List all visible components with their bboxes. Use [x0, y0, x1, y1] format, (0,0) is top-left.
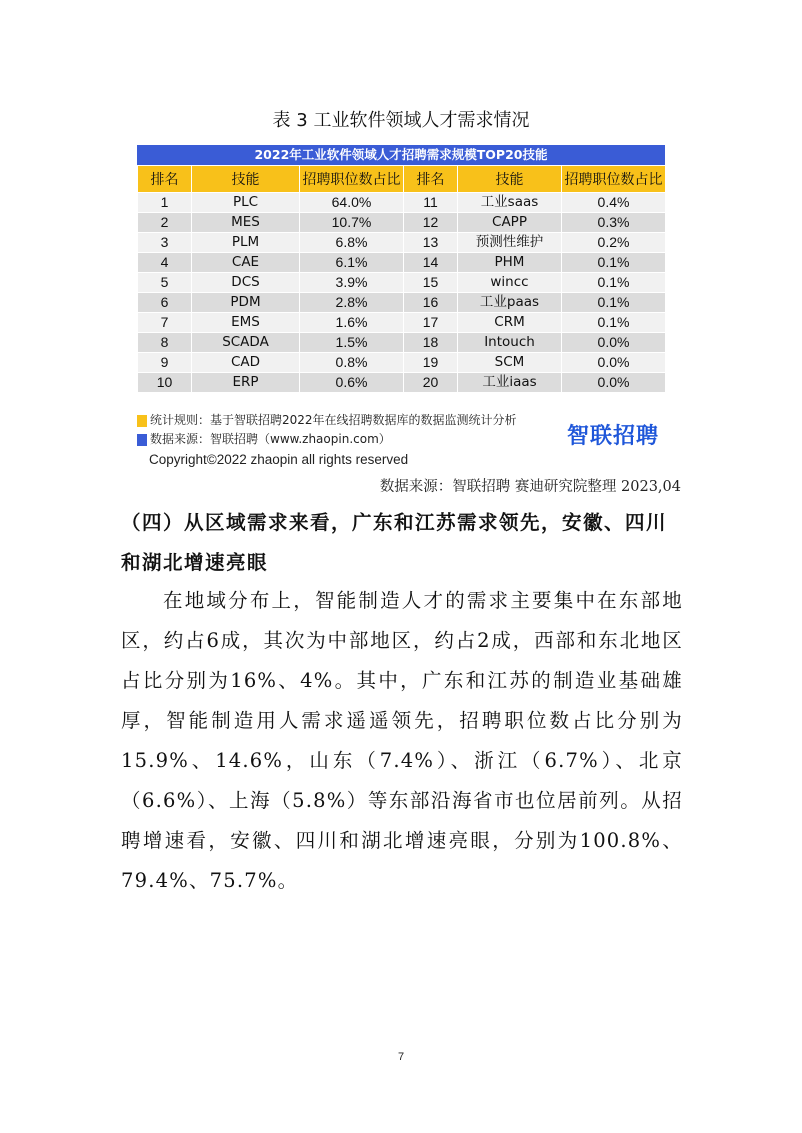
cell-skill: CAPP: [458, 213, 562, 233]
body-paragraph: 在地域分布上，智能制造人才的需求主要集中在东部地区，约占6成，其次为中部地区，约占2成，西部和东北地区占比分别为16%、4%。其中，广东和江苏的制造业基础雄厚，智能制造用人需求遥遥领先，招聘职位数占比分别为15.9%、14.6%，山东（7.4%）、浙江（6.7%）、北京（6.6%）、上海（5.8%）等东部沿海省市也位居前列。从招聘增速看，安徽、四川和湖北增速亮眼，分别为100.8%、79.4%、75.7%。: [121, 589, 683, 892]
cell-rank: 6: [138, 293, 192, 313]
cell-rank: 1: [138, 193, 192, 213]
cell-skill: PDM: [192, 293, 300, 313]
cell-rank: 14: [404, 253, 458, 273]
cell-share: 0.6%: [300, 373, 404, 393]
cell-skill: SCADA: [192, 333, 300, 353]
cell-share: 0.0%: [562, 373, 666, 393]
cell-share: 0.1%: [562, 293, 666, 313]
cell-rank: 19: [404, 353, 458, 373]
cell-skill: PHM: [458, 253, 562, 273]
header-rank: 排名: [138, 166, 192, 193]
cell-rank: 4: [138, 253, 192, 273]
cell-rank: 8: [138, 333, 192, 353]
table-row: [138, 313, 666, 333]
cell-rank: 2: [138, 213, 192, 233]
table-row: [138, 193, 666, 213]
cell-skill: MES: [192, 213, 300, 233]
cell-share: 3.9%: [300, 273, 404, 293]
cell-skill: DCS: [192, 273, 300, 293]
page-number: 7: [397, 1051, 405, 1063]
cell-skill: PLM: [192, 233, 300, 253]
skills-table: [137, 165, 666, 393]
legend-source-text: 数据来源：智联招聘（www.zhaopin.com）: [150, 432, 391, 446]
cell-rank: 20: [404, 373, 458, 393]
cell-share: 1.6%: [300, 313, 404, 333]
table-body: [138, 193, 666, 393]
cell-skill: 工业iaas: [458, 373, 562, 393]
cell-skill: PLC: [192, 193, 300, 213]
table-row: [138, 293, 666, 313]
cell-rank: 13: [404, 233, 458, 253]
cell-rank: 9: [138, 353, 192, 373]
cell-rank: 7: [138, 313, 192, 333]
cell-share: 0.0%: [562, 333, 666, 353]
header-rank: 排名: [404, 166, 458, 193]
cell-skill: CAD: [192, 353, 300, 373]
cell-share: 0.0%: [562, 353, 666, 373]
cell-share: 0.8%: [300, 353, 404, 373]
cell-share: 0.4%: [562, 193, 666, 213]
copyright: Copyright©2022 zhaopin all rights reserved: [149, 452, 409, 467]
table-header-row: [138, 166, 666, 193]
cell-share: 6.8%: [300, 233, 404, 253]
cell-skill: 工业paas: [458, 293, 562, 313]
cell-skill: ERP: [192, 373, 300, 393]
cell-share: 0.1%: [562, 273, 666, 293]
cell-skill: wincc: [458, 273, 562, 293]
cell-rank: 18: [404, 333, 458, 353]
cell-share: 6.1%: [300, 253, 404, 273]
cell-skill: Intouch: [458, 333, 562, 353]
table-row: [138, 373, 666, 393]
cell-skill: 工业saas: [458, 193, 562, 213]
cell-share: 0.1%: [562, 313, 666, 333]
header-skill: 技能: [458, 166, 562, 193]
cell-rank: 15: [404, 273, 458, 293]
table-row: [138, 213, 666, 233]
cell-rank: 10: [138, 373, 192, 393]
header-share: 招聘职位数占比: [562, 166, 666, 193]
skills-figure: [137, 145, 665, 470]
cell-rank: 17: [404, 313, 458, 333]
cell-share: 1.5%: [300, 333, 404, 353]
cell-rank: 3: [138, 233, 192, 253]
cell-skill: 预测性维护: [458, 233, 562, 253]
section-heading: （四）从区域需求来看，广东和江苏需求领先，安徽、四川和湖北增速亮眼: [121, 511, 668, 574]
cell-rank: 11: [404, 193, 458, 213]
cell-share: 64.0%: [300, 193, 404, 213]
cell-rank: 5: [138, 273, 192, 293]
cell-skill: EMS: [192, 313, 300, 333]
source-note: 数据来源：智联招聘 赛迪研究院整理 2023,04: [379, 479, 681, 495]
cell-share: 10.7%: [300, 213, 404, 233]
cell-share: 0.2%: [562, 233, 666, 253]
cell-skill: CAE: [192, 253, 300, 273]
cell-share: 0.3%: [562, 213, 666, 233]
cell-skill: SCM: [458, 353, 562, 373]
cell-share: 2.8%: [300, 293, 404, 313]
cell-share: 0.1%: [562, 253, 666, 273]
cell-skill: CRM: [458, 313, 562, 333]
table-title: 2022年工业软件领域人才招聘需求规模TOP20技能: [137, 145, 665, 165]
table-row: [138, 233, 666, 253]
cell-rank: 12: [404, 213, 458, 233]
cell-rank: 16: [404, 293, 458, 313]
table-row: [138, 253, 666, 273]
table-row: [138, 273, 666, 293]
header-skill: 技能: [192, 166, 300, 193]
zhaopin-logo: 智联招聘: [566, 424, 659, 449]
table-row: [138, 333, 666, 353]
legend-swatch-blue: [137, 434, 147, 446]
table-row: [138, 353, 666, 373]
header-share: 招聘职位数占比: [300, 166, 404, 193]
legend-rule-text: 统计规则：基于智联招聘2022年在线招聘数据库的数据监测统计分析: [150, 413, 517, 427]
legend-swatch-yellow: [137, 415, 147, 427]
table-caption: 表 3 工业软件领域人才需求情况: [272, 110, 530, 131]
